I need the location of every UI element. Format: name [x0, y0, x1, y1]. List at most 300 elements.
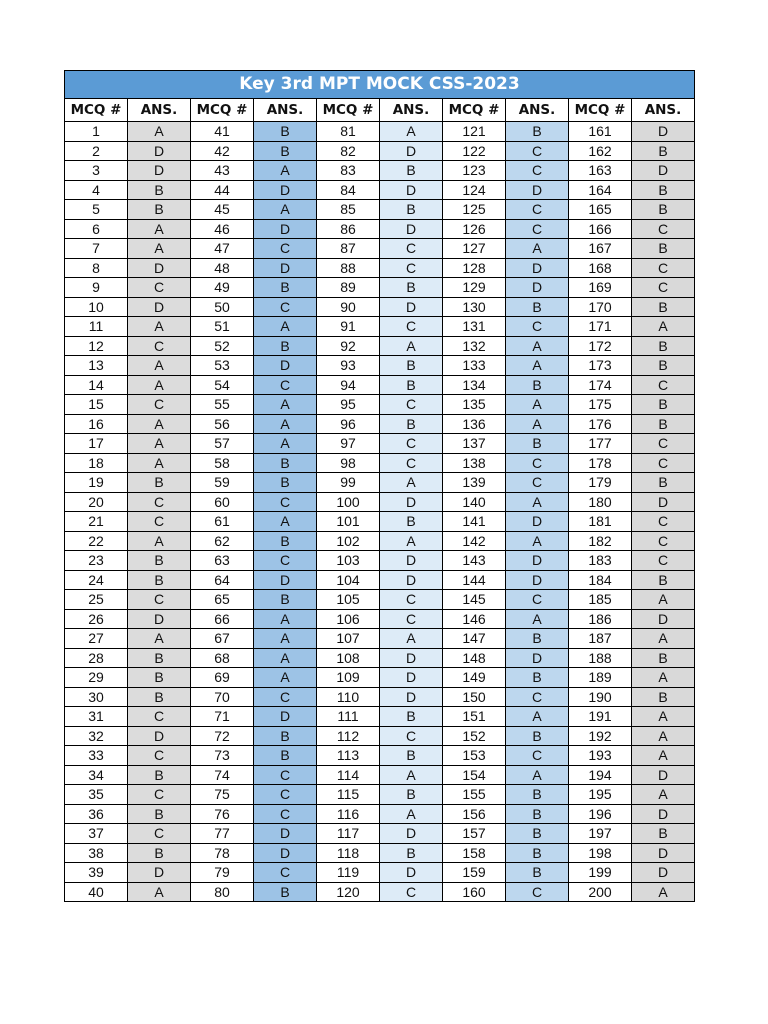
answer-cell: C [380, 882, 443, 902]
answer-cell: B [632, 570, 695, 590]
mcq-number: 80 [191, 882, 254, 902]
mcq-number: 113 [317, 746, 380, 766]
answer-cell: B [632, 687, 695, 707]
answer-cell: D [254, 258, 317, 278]
mcq-number: 74 [191, 765, 254, 785]
mcq-number: 39 [65, 863, 128, 883]
answer-cell: A [254, 317, 317, 337]
mcq-number: 76 [191, 804, 254, 824]
mcq-number: 28 [65, 648, 128, 668]
answer-cell: D [254, 707, 317, 727]
mcq-number: 37 [65, 824, 128, 844]
mcq-number: 72 [191, 726, 254, 746]
answer-cell: A [254, 668, 317, 688]
table-row [65, 824, 695, 844]
mcq-number: 55 [191, 395, 254, 415]
mcq-number: 139 [443, 473, 506, 493]
mcq-number: 25 [65, 590, 128, 610]
answer-cell: B [128, 551, 191, 571]
mcq-number: 106 [317, 609, 380, 629]
answer-cell: B [128, 687, 191, 707]
answer-cell: A [506, 707, 569, 727]
mcq-number: 180 [569, 492, 632, 512]
answer-cell: A [254, 161, 317, 181]
answer-cell: A [506, 395, 569, 415]
mcq-number: 109 [317, 668, 380, 688]
mcq-number: 27 [65, 629, 128, 649]
mcq-number: 172 [569, 336, 632, 356]
mcq-number: 136 [443, 414, 506, 434]
answer-cell: C [632, 531, 695, 551]
answer-cell: C [506, 746, 569, 766]
mcq-number: 73 [191, 746, 254, 766]
answer-cell: B [506, 122, 569, 142]
table-row [65, 531, 695, 551]
mcq-number: 157 [443, 824, 506, 844]
mcq-number: 199 [569, 863, 632, 883]
mcq-number: 102 [317, 531, 380, 551]
header-row [65, 99, 695, 122]
mcq-number: 116 [317, 804, 380, 824]
answer-cell: B [632, 414, 695, 434]
answer-cell: D [632, 804, 695, 824]
answer-cell: B [254, 726, 317, 746]
answer-cell: A [254, 200, 317, 220]
answer-cell: D [380, 297, 443, 317]
answer-cell: B [380, 356, 443, 376]
answer-cell: A [380, 531, 443, 551]
answer-cell: A [632, 317, 695, 337]
mcq-number: 87 [317, 239, 380, 259]
mcq-number: 183 [569, 551, 632, 571]
mcq-number: 152 [443, 726, 506, 746]
mcq-number: 61 [191, 512, 254, 532]
mcq-number: 99 [317, 473, 380, 493]
answer-cell: D [380, 570, 443, 590]
table-row [65, 668, 695, 688]
answer-cell: B [380, 375, 443, 395]
answer-cell: C [254, 239, 317, 259]
mcq-number: 23 [65, 551, 128, 571]
mcq-number: 170 [569, 297, 632, 317]
answer-cell: D [254, 570, 317, 590]
mcq-number: 5 [65, 200, 128, 220]
mcq-number: 31 [65, 707, 128, 727]
answer-cell: C [506, 141, 569, 161]
answer-cell: C [506, 453, 569, 473]
answer-cell: B [506, 434, 569, 454]
answer-cell: C [128, 785, 191, 805]
mcq-number: 200 [569, 882, 632, 902]
answer-cell: A [128, 882, 191, 902]
table-row [65, 356, 695, 376]
mcq-number: 81 [317, 122, 380, 142]
table-row [65, 746, 695, 766]
mcq-number: 71 [191, 707, 254, 727]
mcq-number: 69 [191, 668, 254, 688]
mcq-number: 85 [317, 200, 380, 220]
mcq-number: 94 [317, 375, 380, 395]
mcq-number: 90 [317, 297, 380, 317]
mcq-number: 194 [569, 765, 632, 785]
mcq-number: 125 [443, 200, 506, 220]
answer-cell: D [380, 824, 443, 844]
mcq-number: 63 [191, 551, 254, 571]
answer-cell: A [506, 531, 569, 551]
mcq-number: 129 [443, 278, 506, 298]
mcq-number: 137 [443, 434, 506, 454]
mcq-number: 36 [65, 804, 128, 824]
mcq-number: 141 [443, 512, 506, 532]
table-row [65, 648, 695, 668]
answer-cell: C [632, 278, 695, 298]
mcq-number: 11 [65, 317, 128, 337]
answer-cell: C [380, 239, 443, 259]
answer-cell: B [632, 297, 695, 317]
table-row [65, 453, 695, 473]
answer-cell: C [506, 161, 569, 181]
table-row [65, 258, 695, 278]
answer-cell: A [254, 434, 317, 454]
ans-header: ANS. [380, 99, 443, 122]
mcq-number: 151 [443, 707, 506, 727]
answer-cell: C [632, 219, 695, 239]
mcq-number: 29 [65, 668, 128, 688]
mcq-number: 66 [191, 609, 254, 629]
mcq-number: 160 [443, 882, 506, 902]
answer-cell: B [506, 804, 569, 824]
mcq-number: 89 [317, 278, 380, 298]
answer-cell: D [506, 512, 569, 532]
mcq-number: 158 [443, 843, 506, 863]
mcq-number: 163 [569, 161, 632, 181]
mcq-number: 40 [65, 882, 128, 902]
answer-cell: D [380, 180, 443, 200]
mcq-number: 186 [569, 609, 632, 629]
mcq-number: 176 [569, 414, 632, 434]
mcq-number: 185 [569, 590, 632, 610]
answer-cell: B [128, 804, 191, 824]
mcq-number: 132 [443, 336, 506, 356]
answer-cell: D [380, 863, 443, 883]
answer-cell: C [632, 434, 695, 454]
mcq-number: 2 [65, 141, 128, 161]
table-row [65, 785, 695, 805]
mcq-number: 100 [317, 492, 380, 512]
ans-header: ANS. [128, 99, 191, 122]
answer-cell: C [128, 590, 191, 610]
mcq-number: 122 [443, 141, 506, 161]
answer-cell: C [632, 375, 695, 395]
mcq-number: 19 [65, 473, 128, 493]
mcq-number: 41 [191, 122, 254, 142]
answer-cell: C [128, 707, 191, 727]
mcq-number: 57 [191, 434, 254, 454]
answer-cell: A [506, 239, 569, 259]
answer-cell: D [506, 278, 569, 298]
mcq-number: 144 [443, 570, 506, 590]
mcq-number: 143 [443, 551, 506, 571]
mcq-number: 135 [443, 395, 506, 415]
mcq-number: 88 [317, 258, 380, 278]
answer-cell: B [632, 648, 695, 668]
mcq-number: 83 [317, 161, 380, 181]
answer-cell: C [380, 434, 443, 454]
mcq-number: 153 [443, 746, 506, 766]
mcq-number: 126 [443, 219, 506, 239]
answer-cell: B [128, 570, 191, 590]
mcq-number: 190 [569, 687, 632, 707]
mcq-number: 97 [317, 434, 380, 454]
answer-cell: C [128, 746, 191, 766]
answer-cell: D [632, 122, 695, 142]
mcq-number: 112 [317, 726, 380, 746]
answer-cell: B [632, 200, 695, 220]
mcq-number: 103 [317, 551, 380, 571]
answer-cell: B [254, 746, 317, 766]
table-row [65, 687, 695, 707]
mcq-number: 178 [569, 453, 632, 473]
mcq-number: 79 [191, 863, 254, 883]
mcq-number: 42 [191, 141, 254, 161]
mcq-number: 48 [191, 258, 254, 278]
mcq-number: 17 [65, 434, 128, 454]
answer-cell: B [254, 882, 317, 902]
answer-cell: B [632, 141, 695, 161]
mcq-number: 104 [317, 570, 380, 590]
answer-cell: C [254, 785, 317, 805]
mcq-number: 196 [569, 804, 632, 824]
answer-cell: D [128, 863, 191, 883]
answer-cell: B [506, 824, 569, 844]
mcq-number: 77 [191, 824, 254, 844]
answer-cell: A [128, 414, 191, 434]
answer-cell: C [254, 863, 317, 883]
mcq-number: 154 [443, 765, 506, 785]
mcq-number: 114 [317, 765, 380, 785]
answer-cell: D [380, 551, 443, 571]
answer-cell: A [128, 317, 191, 337]
answer-cell: A [254, 648, 317, 668]
answer-cell: B [380, 707, 443, 727]
mcq-number: 156 [443, 804, 506, 824]
answer-cell: D [254, 843, 317, 863]
answer-cell: A [632, 882, 695, 902]
answer-cell: B [254, 122, 317, 142]
answer-cell: C [632, 512, 695, 532]
mcq-number: 187 [569, 629, 632, 649]
answer-cell: C [506, 882, 569, 902]
mcq-number: 174 [569, 375, 632, 395]
mcq-number: 164 [569, 180, 632, 200]
answer-cell: C [632, 551, 695, 571]
answer-cell: B [506, 297, 569, 317]
mcq-number: 60 [191, 492, 254, 512]
answer-cell: D [632, 492, 695, 512]
sheet-title: Key 3rd MPT MOCK CSS-2023 [64, 70, 695, 98]
mcq-number: 68 [191, 648, 254, 668]
mcq-number: 198 [569, 843, 632, 863]
table-row [65, 843, 695, 863]
answer-cell: A [506, 492, 569, 512]
answer-cell: B [506, 863, 569, 883]
answer-cell: A [128, 629, 191, 649]
mcq-number: 20 [65, 492, 128, 512]
mcq-number: 32 [65, 726, 128, 746]
mcq-number: 188 [569, 648, 632, 668]
mcq-number: 6 [65, 219, 128, 239]
answer-cell: C [128, 278, 191, 298]
table-row [65, 317, 695, 337]
answer-cell: A [128, 453, 191, 473]
answer-cell: B [380, 843, 443, 863]
answer-cell: C [254, 492, 317, 512]
mcq-number: 9 [65, 278, 128, 298]
answer-cell: B [506, 629, 569, 649]
mcq-number: 165 [569, 200, 632, 220]
answer-cell: B [254, 473, 317, 493]
answer-cell: B [128, 180, 191, 200]
table-row [65, 395, 695, 415]
answer-cell: A [506, 765, 569, 785]
mcq-number: 10 [65, 297, 128, 317]
answer-cell: A [632, 785, 695, 805]
mcq-number: 64 [191, 570, 254, 590]
mcq-number: 3 [65, 161, 128, 181]
answer-cell: D [128, 161, 191, 181]
table-row [65, 551, 695, 571]
answer-rows [65, 122, 695, 902]
answer-cell: A [506, 356, 569, 376]
answer-cell: D [506, 551, 569, 571]
table-row [65, 200, 695, 220]
mcq-number: 191 [569, 707, 632, 727]
table-row [65, 629, 695, 649]
answer-cell: A [128, 434, 191, 454]
mcq-number: 35 [65, 785, 128, 805]
mcq-number: 110 [317, 687, 380, 707]
answer-cell: B [632, 239, 695, 259]
answer-cell: B [380, 161, 443, 181]
mcq-number: 54 [191, 375, 254, 395]
answer-cell: D [254, 180, 317, 200]
answer-cell: C [254, 804, 317, 824]
answer-cell: D [128, 258, 191, 278]
mcq-number: 169 [569, 278, 632, 298]
answer-cell: B [380, 785, 443, 805]
answer-cell: A [380, 629, 443, 649]
answer-cell: C [506, 687, 569, 707]
answer-cell: B [632, 473, 695, 493]
table-row [65, 161, 695, 181]
answer-cell: C [632, 258, 695, 278]
answer-cell: C [128, 492, 191, 512]
mcq-number: 115 [317, 785, 380, 805]
answer-cell: B [254, 453, 317, 473]
mcq-number: 193 [569, 746, 632, 766]
table-row [65, 570, 695, 590]
table-row [65, 609, 695, 629]
answer-cell: B [632, 824, 695, 844]
mcq-number: 70 [191, 687, 254, 707]
answer-cell: D [128, 141, 191, 161]
table-row [65, 434, 695, 454]
table-row [65, 297, 695, 317]
mcq-number: 197 [569, 824, 632, 844]
mcq-number: 149 [443, 668, 506, 688]
answer-cell: C [128, 512, 191, 532]
answer-cell: B [506, 843, 569, 863]
answer-cell: D [380, 668, 443, 688]
mcq-number: 13 [65, 356, 128, 376]
mcq-number: 155 [443, 785, 506, 805]
answer-cell: B [254, 141, 317, 161]
table-row [65, 414, 695, 434]
table-row [65, 180, 695, 200]
mcq-number: 159 [443, 863, 506, 883]
mcq-number: 21 [65, 512, 128, 532]
answer-cell: D [506, 180, 569, 200]
mcq-number: 150 [443, 687, 506, 707]
mcq-number: 46 [191, 219, 254, 239]
answer-cell: B [632, 356, 695, 376]
answer-cell: C [506, 219, 569, 239]
answer-cell: A [254, 414, 317, 434]
mcq-number: 111 [317, 707, 380, 727]
mcq-number: 162 [569, 141, 632, 161]
mcq-number: 133 [443, 356, 506, 376]
table-row [65, 707, 695, 727]
mcq-number: 146 [443, 609, 506, 629]
answer-cell: B [506, 785, 569, 805]
answer-cell: D [254, 356, 317, 376]
answer-cell: B [506, 668, 569, 688]
answer-cell: A [254, 512, 317, 532]
mcq-number: 34 [65, 765, 128, 785]
mcq-number: 184 [569, 570, 632, 590]
answer-cell: B [254, 336, 317, 356]
answer-cell: B [380, 414, 443, 434]
mcq-number: 18 [65, 453, 128, 473]
answer-cell: C [128, 336, 191, 356]
mcq-number: 51 [191, 317, 254, 337]
answer-cell: C [254, 687, 317, 707]
mcq-number: 108 [317, 648, 380, 668]
answer-cell: B [380, 278, 443, 298]
ans-header: ANS. [632, 99, 695, 122]
answer-cell: C [380, 609, 443, 629]
mcq-number: 82 [317, 141, 380, 161]
answer-cell: A [632, 746, 695, 766]
answer-cell: B [380, 512, 443, 532]
mcq-number: 120 [317, 882, 380, 902]
mcq-number: 93 [317, 356, 380, 376]
mcq-number: 118 [317, 843, 380, 863]
answer-cell: C [128, 395, 191, 415]
mcq-number: 16 [65, 414, 128, 434]
mcq-number: 50 [191, 297, 254, 317]
table-row [65, 765, 695, 785]
mcq-header: MCQ # [65, 99, 128, 122]
answer-cell: C [380, 258, 443, 278]
mcq-number: 12 [65, 336, 128, 356]
mcq-number: 175 [569, 395, 632, 415]
answer-cell: A [632, 707, 695, 727]
table-row [65, 122, 695, 142]
answer-cell: B [632, 395, 695, 415]
mcq-number: 123 [443, 161, 506, 181]
mcq-number: 147 [443, 629, 506, 649]
